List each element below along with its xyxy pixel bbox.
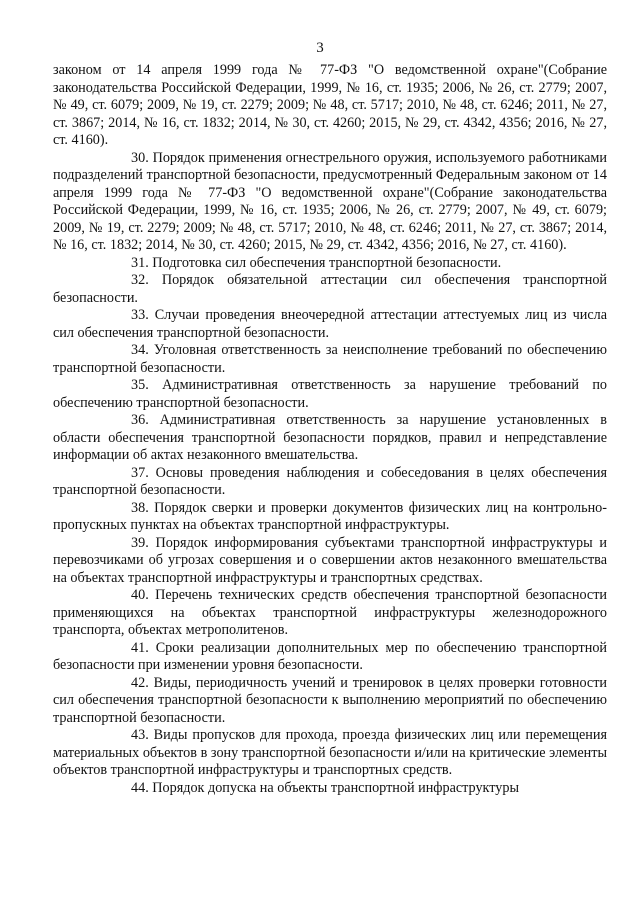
paragraph-text: Уголовная ответственность за неисполнение требований по обеспечению транспортной безопасности. <box>53 342 608 376</box>
paragraph-32 <box>53 272 607 307</box>
paragraph-number: 30. <box>131 149 149 166</box>
paragraph-31 <box>53 255 607 273</box>
paragraph-number: 37. <box>131 464 149 481</box>
paragraph-text: Административная ответственность за нарушение установленных в области обеспечения транспортной безопасности порядков, правил и непредставление информации об актах незаконного вмешательства. <box>53 412 607 463</box>
paragraph-number: 44. <box>131 779 149 796</box>
page-number: 3 <box>316 40 324 56</box>
paragraph-text: Подготовка сил обеспечения транспортной безопасности. <box>152 254 502 271</box>
paragraph-text: Перечень технических средств обеспечения транспортной безопасности применяющихся на объектах транспортной инфраструктуры железнодорожного транспорта, объектах метрополитенов. <box>53 587 608 638</box>
paragraph-text: Порядок применения огнестрельного оружия, используемого работниками подразделений транспортной безопасности, предусмотренный Федеральным законом от 14 апреля 1999 года № 77-ФЗ "О ведомственной охране"(Собрание законодательства Российской Федерации, 1999, № 16, ст. 1935; 2006, № 26, ст. 2779; 2007, № 49, ст. 6079; 2009, № 19, ст. 2279; 2009; № 48, ст. 5717; 2010, № 48, ст. 6246; 2011, № 27, ст. 3867; 2014, № 16, ст. 1832; 2014, № 30, ст. 4260; 2015, № 29, ст. 4342, 4356; 2016, № 27, ст. 4160). <box>53 149 608 253</box>
paragraph-text: Порядок информирования субъектами транспортной инфраструктуры и перевозчиками об угрозах совершения и о совершении актов незаконного вмешательства на объектах транспортной инфраструктуры и транспортных средствах. <box>53 534 608 586</box>
paragraph-40 <box>53 587 607 640</box>
paragraph-43 <box>53 727 607 780</box>
paragraph-number: 42. <box>131 674 149 691</box>
paragraph-34 <box>53 342 607 377</box>
paragraph-number: 32. <box>131 272 149 288</box>
paragraph-30 <box>53 150 607 255</box>
paragraph-text: Порядок допуска на объекты транспортной инфраструктуры <box>152 779 519 796</box>
paragraph-continuation <box>53 62 607 150</box>
paragraph-text: Виды пропусков для прохода, проезда физических лиц или перемещения материальных объектов в зону транспортной безопасности и/или на критические элементы объектов транспортной инфраструктуры и транспортных средств. <box>53 727 607 778</box>
paragraph-number: 31. <box>131 254 149 271</box>
paragraph-text: Порядок сверки и проверки документов физических лиц на контрольно-пропускных пунктах на объектах транспортной инфраструктуры. <box>53 499 607 533</box>
paragraph-text: законом от 14 апреля 1999 года № 77-ФЗ "О ведомственной охране"(Собрание законодательства Российской Федерации, 1999, № 16, ст. 1935; 2006, № 26, ст. 2779; 2007, № 49, ст. 6079; 2009, № 19, ст. 2279; 2009; № 48, ст. 5717; 2010, № 48, ст. 6246; 2011, № 27, ст. 3867; 2014, № 16, ст. 1832; 2014, № 30, ст. 4260; 2015, № 29, ст. 4342, 4356; 2016, № 27, ст. 4160). <box>53 62 607 148</box>
paragraph-number: 38. <box>131 499 149 516</box>
paragraph-35 <box>53 377 607 412</box>
paragraph-44 <box>53 780 607 798</box>
paragraph-number: 35. <box>131 377 149 393</box>
paragraph-text: Административная ответственность за нарушение требований по обеспечению транспортной безопасности. <box>53 377 607 411</box>
paragraph-number: 43. <box>131 727 149 743</box>
paragraph-text: Основы проведения наблюдения и собеседования в целях обеспечения транспортной безопасности. <box>53 464 608 498</box>
paragraph-36 <box>53 412 607 465</box>
paragraph-number: 33. <box>131 307 149 323</box>
paragraph-text: Виды, периодичность учений и тренировок в целях проверки готовности сил обеспечения транспортной безопасности к выполнению мероприятий по обеспечению транспортной безопасности. <box>53 674 608 726</box>
paragraph-42 <box>53 675 607 728</box>
paragraph-number: 40. <box>131 587 149 603</box>
paragraph-37 <box>53 465 607 500</box>
paragraph-number: 39. <box>131 534 149 551</box>
paragraph-41 <box>53 640 607 675</box>
paragraph-number: 36. <box>131 412 149 428</box>
paragraph-number: 41. <box>131 639 149 656</box>
paragraph-text: Случаи проведения внеочередной аттестации аттестуемых лиц из числа сил обеспечения транспортной безопасности. <box>53 307 607 341</box>
paragraph-text: Сроки реализации дополнительных мер по обеспечению транспортной безопасности при изменении уровня безопасности. <box>53 639 608 673</box>
paragraph-39 <box>53 535 607 588</box>
paragraph-number: 34. <box>131 342 149 358</box>
paragraph-38 <box>53 500 607 535</box>
paragraph-text: Порядок обязательной аттестации сил обеспечения транспортной безопасности. <box>53 272 608 306</box>
paragraph-33 <box>53 307 607 342</box>
document-body <box>53 62 607 797</box>
